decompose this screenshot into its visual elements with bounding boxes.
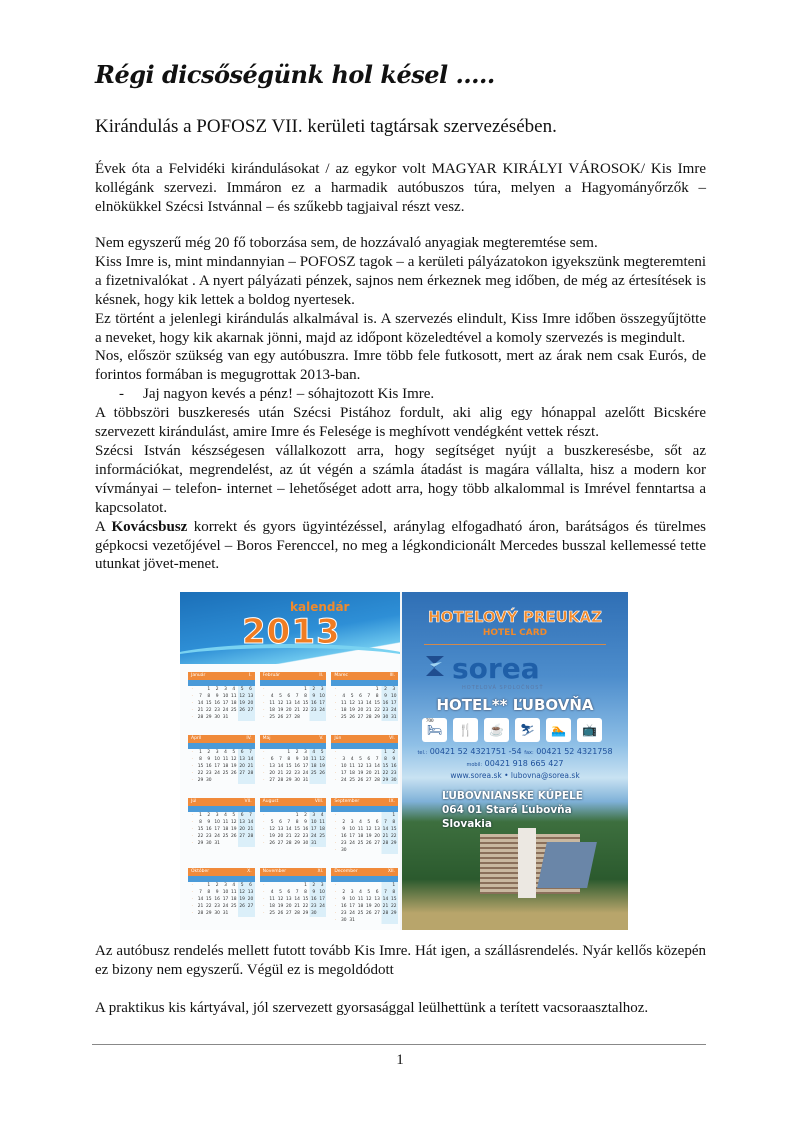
month-roman: X.	[247, 869, 252, 874]
tel-label: tel.:	[417, 750, 428, 756]
paragraph: A többszöri buszkeresés után Szécsi Pistához fordult, aki alig egy hónappal azelőtt Bicskére szervezett kirándulást, amire Imre és Felesége is meghívott vendégként vettek részt.	[95, 405, 706, 441]
document-subtitle: Kirándulás a POFOSZ VII. kerületi tagtársak szervezésében.	[95, 116, 557, 137]
website: www.sorea.sk	[450, 771, 502, 780]
day-grid: · 1 2 3 4 5 6 7 · 8 9 10 11 12 13 14 · 15 16 17 18 19 20 21 · 22 23 24 25 26 27 28 · 29 30	[188, 749, 255, 784]
calendar-months	[188, 672, 398, 924]
calendar-2013	[180, 592, 400, 930]
month-name: Október	[191, 869, 210, 874]
month-name: Jún	[334, 736, 342, 741]
bullet: •	[504, 771, 509, 780]
text-run: A	[95, 518, 112, 535]
month-roman: IX.	[389, 799, 395, 804]
calendar-month	[260, 672, 327, 721]
calendar-month	[260, 798, 327, 854]
month-roman: V.	[319, 736, 324, 741]
calendar-month	[260, 868, 327, 924]
hotel-address	[442, 789, 583, 831]
month-header	[260, 672, 327, 680]
swim-icon: 🏊	[546, 718, 571, 742]
brand-name: sorea	[452, 652, 540, 685]
phone-fax	[402, 747, 628, 756]
photo-calendar-and-hotel-card	[180, 592, 628, 930]
day-grid: · 1 2 3 · 4 5 6 7 8 9 10 · 11 12 13 14 15 16 17 · 18 19 20 21 22 23 24 · 25 26 27 28 29 30	[260, 882, 327, 917]
room-count: 700	[426, 719, 434, 724]
calendar-month	[188, 868, 255, 924]
month-roman: VI.	[389, 736, 395, 741]
bed-icon: 700 🛏	[422, 718, 447, 742]
amenity-icons	[422, 718, 602, 742]
coffee-icon: ☕	[484, 718, 509, 742]
fax-number: 00421 52 4321758	[536, 747, 613, 756]
web-email	[402, 771, 628, 780]
calendar-month	[331, 735, 398, 784]
day-grid: · 1 2 3 4 5 6 · 7 8 9 10 11 12 13 · 14 15 16 17 18 19 20 · 21 22 23 24 25 26 27 · 28 29 30 31	[188, 882, 255, 917]
paragraph-intro	[95, 160, 706, 217]
calendar-month	[188, 798, 255, 854]
brand-subtitle: HOTELOVÁ SPOLOČNOSŤ	[462, 685, 544, 691]
hotel-tower-image	[518, 828, 536, 898]
month-name: Marec	[334, 673, 348, 678]
ski-icon: ⛷	[515, 718, 540, 742]
day-grid: · 1 · 2 3 4 5 6 7 8 · 9 10 11 12 13 14 15 · 16 17 18 19 20 21 22 · 23 24 25 26 27 28 29 · 30	[331, 812, 398, 854]
fax-label: fax:	[524, 750, 534, 756]
month-roman: VIII.	[314, 799, 324, 804]
hotel-name: HOTEL** ĽUBOVŇA	[436, 696, 594, 714]
mobile	[402, 759, 628, 768]
month-name: Júl	[191, 799, 197, 804]
month-roman: II.	[319, 673, 324, 678]
month-name: Apríl	[191, 736, 202, 741]
footer-divider	[92, 1044, 706, 1045]
day-grid: · 1 2 3 4 5 · 6 7 8 9 10 11 12 · 13 14 15 16 17 18 19 · 20 21 22 23 24 25 26 · 27 28 29 30 31	[260, 749, 327, 784]
month-name: Január	[191, 673, 206, 678]
day-grid: · 1 2 · 3 4 5 6 7 8 9 · 10 11 12 13 14 15 16 · 17 18 19 20 21 22 23 · 24 25 26 27 28 29 30	[331, 749, 398, 784]
address-line: Slovakia	[442, 818, 492, 830]
calendar-month	[260, 735, 327, 784]
tel-number: 00421 52 4321751 -54	[429, 747, 522, 756]
day-grid: · 1 2 3 4 5 6 7 · 8 9 10 11 12 13 14 · 15 16 17 18 19 20 21 · 22 23 24 25 26 27 28 · 29 30 31	[188, 812, 255, 847]
month-roman: XII.	[387, 869, 395, 874]
month-header	[188, 798, 255, 806]
mobil-label: mobil:	[466, 762, 483, 768]
paragraph: Évek óta a Felvidéki kirándulásokat / az egykor volt MAGYAR KIRÁLYI VÁROSOK/ Kis Imre kollégánk szervezi. Immáron ez a harmadik autóbuszos túra, melyen a Hagyományőrzők – elnökükkel Szécsi Istvánnal – és szűkebb tagjaival részt vesz.	[95, 161, 706, 215]
calendar-label: kalendár	[290, 600, 350, 614]
text-run: korrekt és gyors ügyintézéssel, aránylag elfogadható áron, barátságos és türelmes gépkocsi vezetőjével – Boros Ferenccel, no meg a légkondicionált Mercedes busszal kellemessé tette utunkat jövet-menet.	[95, 518, 707, 573]
quote-line	[95, 385, 706, 404]
hotel-roof-image	[537, 842, 597, 888]
mobil-number: 00421 918 665 427	[484, 759, 564, 768]
month-name: Máj	[262, 736, 271, 741]
month-roman: IV.	[246, 736, 252, 741]
paragraph	[95, 518, 706, 575]
month-roman: VII.	[244, 799, 252, 804]
quote-text: Jaj nagyon kevés a pénz! – sóhajtozott Kis Imre.	[143, 386, 435, 403]
month-header	[260, 868, 327, 876]
calendar-month	[331, 672, 398, 721]
month-header	[331, 798, 398, 806]
page-number: 1	[396, 1052, 404, 1068]
day-grid: · 1 2 3 · 4 5 6 7 8 9 10 · 11 12 13 14 15 16 17 · 18 19 20 21 22 23 24 · 25 26 27 28 29 30 31	[331, 686, 398, 721]
month-roman: I.	[248, 673, 252, 678]
hotel-card	[402, 592, 628, 930]
paragraph: Az autóbusz rendelés mellett futott tovább Kis Imre. Hát igen, a szállásrendelés. Nyár kellős közepén ez bizony nem egyszerű. Végül ez is megoldódott	[95, 943, 706, 978]
month-header	[188, 868, 255, 876]
month-header	[260, 798, 327, 806]
month-header	[260, 735, 327, 743]
card-heading: HOTELOVÝ PREUKAZ	[428, 608, 602, 626]
tv-icon: 📺	[577, 718, 602, 742]
paragraph: Nos, először szükség van egy autóbuszra. Imre több fele futkosott, mert az árak nem csak Eurós, de forintos formában is megugrottak 2013-ban.	[95, 348, 706, 384]
calendar-month	[331, 798, 398, 854]
calendar-month	[188, 735, 255, 784]
paragraph: Ez történt a jelenlegi kirándulás alkalmával is. A szervezés elindult, Kiss Imre időben összegyűjtötte a neveket, hogy kik akarnak jönni, majd az időpont közeledtével a komoly szervezés is megindult.	[95, 310, 706, 346]
paragraph-block-main	[95, 234, 706, 574]
email: lubovna@sorea.sk	[510, 771, 580, 780]
calendar-month	[188, 672, 255, 721]
month-roman: XI.	[317, 869, 324, 874]
month-header	[331, 868, 398, 876]
month-roman: III.	[389, 673, 395, 678]
month-name: December	[334, 869, 358, 874]
day-grid: · 1 2 3 4 · 5 6 7 8 9 10 11 · 12 13 14 15 16 17 18 · 19 20 21 22 23 24 25 · 26 27 28 29 30 31	[260, 812, 327, 847]
month-name: September	[334, 799, 360, 804]
cutlery-icon: 🍴	[453, 718, 478, 742]
paragraph: A praktikus kis kártyával, jól szervezett gyorsasággal leülhettünk a terített vacsoraasztalhoz.	[95, 999, 649, 1016]
day-grid: · 1 2 3 · 4 5 6 7 8 9 10 · 11 12 13 14 15 16 17 · 18 19 20 21 22 23 24 · 25 26 27 28	[260, 686, 327, 721]
day-grid: · 1 · 2 3 4 5 6 7 8 · 9 10 11 12 13 14 15 · 16 17 18 19 20 21 22 · 23 24 25 26 27 28 29 · 30 31	[331, 882, 398, 924]
document-title: Régi dicsőségünk hol késel …..	[95, 60, 495, 89]
address-line: 064 01 Stará Ľubovňa	[442, 804, 572, 816]
dash-bullet: -	[119, 386, 124, 403]
calendar-month	[331, 868, 398, 924]
divider	[424, 644, 606, 645]
day-grid: · 1 2 3 4 5 6 · 7 8 9 10 11 12 13 · 14 15 16 17 18 19 20 · 21 22 23 24 25 26 27 · 28 29 30 31	[188, 686, 255, 721]
paragraph-block-end	[95, 942, 706, 1018]
month-header	[331, 735, 398, 743]
month-header	[188, 735, 255, 743]
paragraph: Nem egyszerű még 20 fő toborzása sem, de hozzávaló anyagiak megteremtése sem.	[95, 235, 598, 251]
month-name: November	[262, 869, 287, 874]
address-line: ĽUBOVNIANSKE KÚPELE	[442, 790, 583, 802]
card-subheading: HOTEL CARD	[482, 628, 548, 638]
paragraph: Szécsi István készségesen vállalkozott arra, hogy segítséget nyújt a buszkeresésbe, sőt az információkat, megrendelést, az út végén a számla átadást is magára vállalta, hisz a modern kor vívmányai – telefon- internet – lehetőséget adott arra, hogy több alkalommal is Imrével fenntartsa a kapcsolatot.	[95, 442, 706, 516]
sorea-logo-icon	[424, 654, 446, 678]
paragraph: Kiss Imre is, mint mindannyian – POFOSZ tagok – a kerületi pályázatokon igyekszünk megteremteni a fizetnivalókat . A nyert pályázati pénzek, sajnos nem érkeznek meg időben, de még az értesítések is késnek, hogy kik lettek a boldog nyertesek.	[95, 253, 706, 308]
month-header	[331, 672, 398, 680]
calendar-year: 2013	[242, 612, 341, 652]
month-header	[188, 672, 255, 680]
company-name: Kovácsbusz	[111, 518, 188, 535]
month-name: Február	[262, 673, 280, 678]
month-name: August	[262, 799, 279, 804]
